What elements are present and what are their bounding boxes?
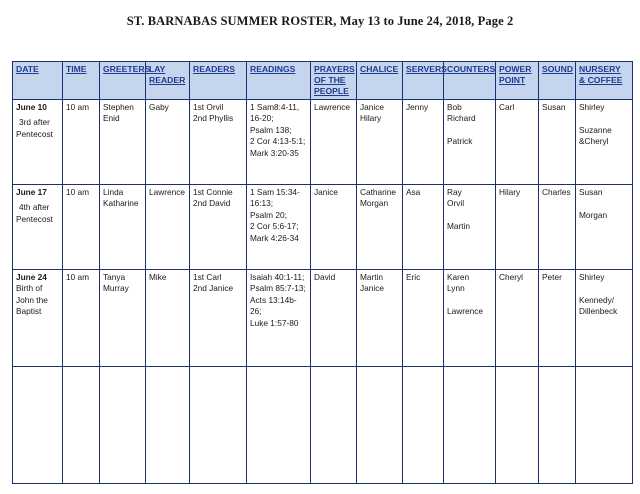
prayers-cell: Janice <box>311 185 357 270</box>
readers-cell: 1st Orvil 2nd Phyllis <box>190 100 247 185</box>
column-header-counters: COUNTERS <box>444 62 496 100</box>
readers-cell: 1st Carl 2nd Janice <box>190 270 247 367</box>
empty-cell <box>496 367 539 484</box>
date-cell: June 24 Birth of John the Baptist <box>13 270 63 367</box>
nursery-cell: Shirley Suzanne &Cheryl <box>576 100 633 185</box>
readings-cell: Isaiah 40:1-11; Psalm 85:7-13; Acts 13:14b- 26; Luke 1:57-80 <box>247 270 311 367</box>
table-row-empty <box>13 367 633 484</box>
column-header-prayers: PRAYERS OF THE PEOPLE <box>311 62 357 100</box>
column-header-readings: READINGS <box>247 62 311 100</box>
nursery-cell: Shirley Kennedy/ Dillenbeck <box>576 270 633 367</box>
servers-cell: Eric <box>403 270 444 367</box>
empty-cell <box>539 367 576 484</box>
power-point-cell: Carl <box>496 100 539 185</box>
column-header-chalice: CHALICE <box>357 62 403 100</box>
sound-cell: Susan <box>539 100 576 185</box>
chalice-cell: Janice Hilary <box>357 100 403 185</box>
date-cell: June 17 4th after Pentecost <box>13 185 63 270</box>
chalice-cell: Catharine Morgan <box>357 185 403 270</box>
prayers-cell: Lawrence <box>311 100 357 185</box>
column-header-sound: SOUND <box>539 62 576 100</box>
column-header-greeters: GREETERS <box>100 62 146 100</box>
empty-cell <box>13 367 63 484</box>
empty-cell <box>444 367 496 484</box>
empty-cell <box>190 367 247 484</box>
column-header-lay-reader: LAY READER <box>146 62 190 100</box>
table-row <box>13 185 633 270</box>
sound-cell: Charles <box>539 185 576 270</box>
empty-cell <box>100 367 146 484</box>
lay-reader-cell: Gaby <box>146 100 190 185</box>
empty-cell <box>576 367 633 484</box>
readings-cell: 1 Sam8:4-11, 16-20; Psalm 138; 2 Cor 4:13-5:1; Mark 3:20-35 <box>247 100 311 185</box>
empty-cell <box>63 367 100 484</box>
servers-cell: Jenny <box>403 100 444 185</box>
power-point-cell: Hilary <box>496 185 539 270</box>
column-header-time: TIME <box>63 62 100 100</box>
counters-cell: Karen Lynn Lawrence <box>444 270 496 367</box>
table-row <box>13 100 633 185</box>
greeters-cell: Tanya Murray <box>100 270 146 367</box>
readers-cell: 1st Connie 2nd David <box>190 185 247 270</box>
servers-cell: Asa <box>403 185 444 270</box>
roster-table <box>12 61 633 484</box>
prayers-cell: David <box>311 270 357 367</box>
page-title: ST. BARNABAS SUMMER ROSTER, May 13 to June 24, 2018, Page 2 <box>126 14 514 28</box>
chalice-cell: Martin Janice <box>357 270 403 367</box>
sound-cell: Peter <box>539 270 576 367</box>
empty-cell <box>357 367 403 484</box>
power-point-cell: Cheryl <box>496 270 539 367</box>
empty-cell <box>311 367 357 484</box>
header-row <box>13 62 633 100</box>
empty-cell <box>146 367 190 484</box>
readings-cell: 1 Sam 15:34- 16:13; Psalm 20; 2 Cor 5:6-17; Mark 4:26-34 <box>247 185 311 270</box>
nursery-cell: Susan Morgan <box>576 185 633 270</box>
time-cell: 10 am <box>63 100 100 185</box>
counters-cell: Ray Orvil Martin <box>444 185 496 270</box>
lay-reader-cell: Mike <box>146 270 190 367</box>
column-header-nursery: NURSERY & COFFEE <box>576 62 633 100</box>
lay-reader-cell: Lawrence <box>146 185 190 270</box>
time-cell: 10 am <box>63 185 100 270</box>
counters-cell: Bob Richard Patrick <box>444 100 496 185</box>
column-header-date: DATE <box>13 62 63 100</box>
time-cell: 10 am <box>63 270 100 367</box>
date-cell: June 10 3rd after Pentecost <box>13 100 63 185</box>
empty-cell <box>247 367 311 484</box>
column-header-servers: SERVERS <box>403 62 444 100</box>
table-row <box>13 270 633 367</box>
empty-cell <box>403 367 444 484</box>
column-header-readers: READERS <box>190 62 247 100</box>
column-header-power-point: POWER POINT <box>496 62 539 100</box>
greeters-cell: Stephen Enid <box>100 100 146 185</box>
greeters-cell: Linda Katharine <box>100 185 146 270</box>
